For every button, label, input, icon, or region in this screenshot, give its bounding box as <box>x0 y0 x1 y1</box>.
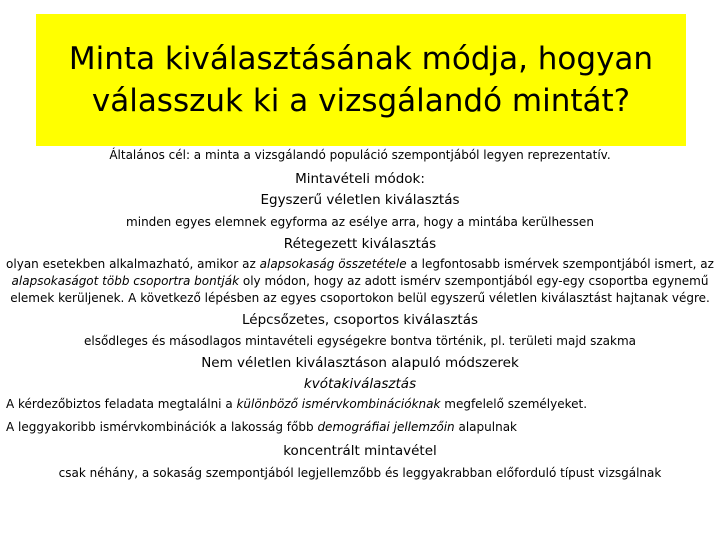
koncentralt-heading: koncentrált mintavétel <box>283 443 437 459</box>
kvota-line-2-italic: demográfiai jellemzőin <box>317 420 455 434</box>
intro-text-main: Általános cél: a minta a vizsgálandó populáció szempontjából legyen <box>109 148 528 162</box>
intro-end: . <box>606 148 611 162</box>
slide-content <box>0 146 720 482</box>
mintaveteli-modok-heading: Mintavételi módok: <box>295 171 425 187</box>
intro-emphasis: reprezentatív <box>527 148 607 162</box>
retegezett-text-1: olyan esetekben alkalmazható, amikor az <box>6 257 260 271</box>
title-box <box>36 14 686 146</box>
kvota-heading <box>0 374 720 395</box>
lepcsozetes-desc: elsődleges és másodlagos mintavételi egységekre bontva történik, pl. területi majd szakma <box>83 334 637 348</box>
koncentralt-desc: csak néhány, a sokaság szempontjából legjellemzőbb és leggyakrabban előforduló típust vizsgálnak <box>58 466 662 480</box>
kvota-line-1-b: megfelelő személyeket. <box>440 397 588 411</box>
page-title <box>69 38 653 122</box>
retegezett-italic-2: alapsokaságot több csoportra bontják <box>11 274 240 288</box>
kvota-line-2-a: A leggyakoribb ismérvkombinációk a lakosság főbb <box>6 420 318 434</box>
egyszeru-desc: minden egyes elemnek egyforma az esélye arra, hogy a mintába kerülhessen <box>126 215 594 229</box>
title-line-2: válasszuk ki a vizsgálandó mintát? <box>91 83 631 119</box>
retegezett-heading: Rétegezett kiválasztás <box>283 236 437 252</box>
kvota-line-1 <box>0 396 720 413</box>
kvota-line-1-a: A kérdezőbiztos feladata megtalálni a <box>6 397 237 411</box>
retegezett-text-3: oly módon, hogy az adott ismérv szempontjából egy-egy csoportba egynemű elemek kerüljenek. A következő lépésben az egyes csoportokon belül egyszerű véletlen kiválasztást hajtanak végre. <box>10 274 710 305</box>
title-line-1: Minta kiválasztásának módja, hogyan <box>68 41 654 77</box>
kvota-line-2 <box>0 419 720 436</box>
retegezett-text-2: a legfontosabb ismérvek szempontjából ismert, az <box>406 257 714 271</box>
nem-veletlen-heading: Nem véletlen kiválasztáson alapuló módszerek <box>201 355 519 371</box>
retegezett-italic-1: alapsokaság összetétele <box>259 257 407 271</box>
lepcsozetes-heading: Lépcsőzetes, csoportos kiválasztás <box>241 312 479 328</box>
kvota-line-1-italic: különböző ismérvkombinációknak <box>236 397 441 411</box>
retegezett-desc <box>0 256 720 307</box>
kvota-heading-text: kvótakiválasztás <box>303 376 417 392</box>
kvota-line-2-b: alapulnak <box>454 420 517 434</box>
egyszeru-heading: Egyszerű véletlen kiválasztás <box>260 192 460 208</box>
intro-text <box>0 147 720 164</box>
